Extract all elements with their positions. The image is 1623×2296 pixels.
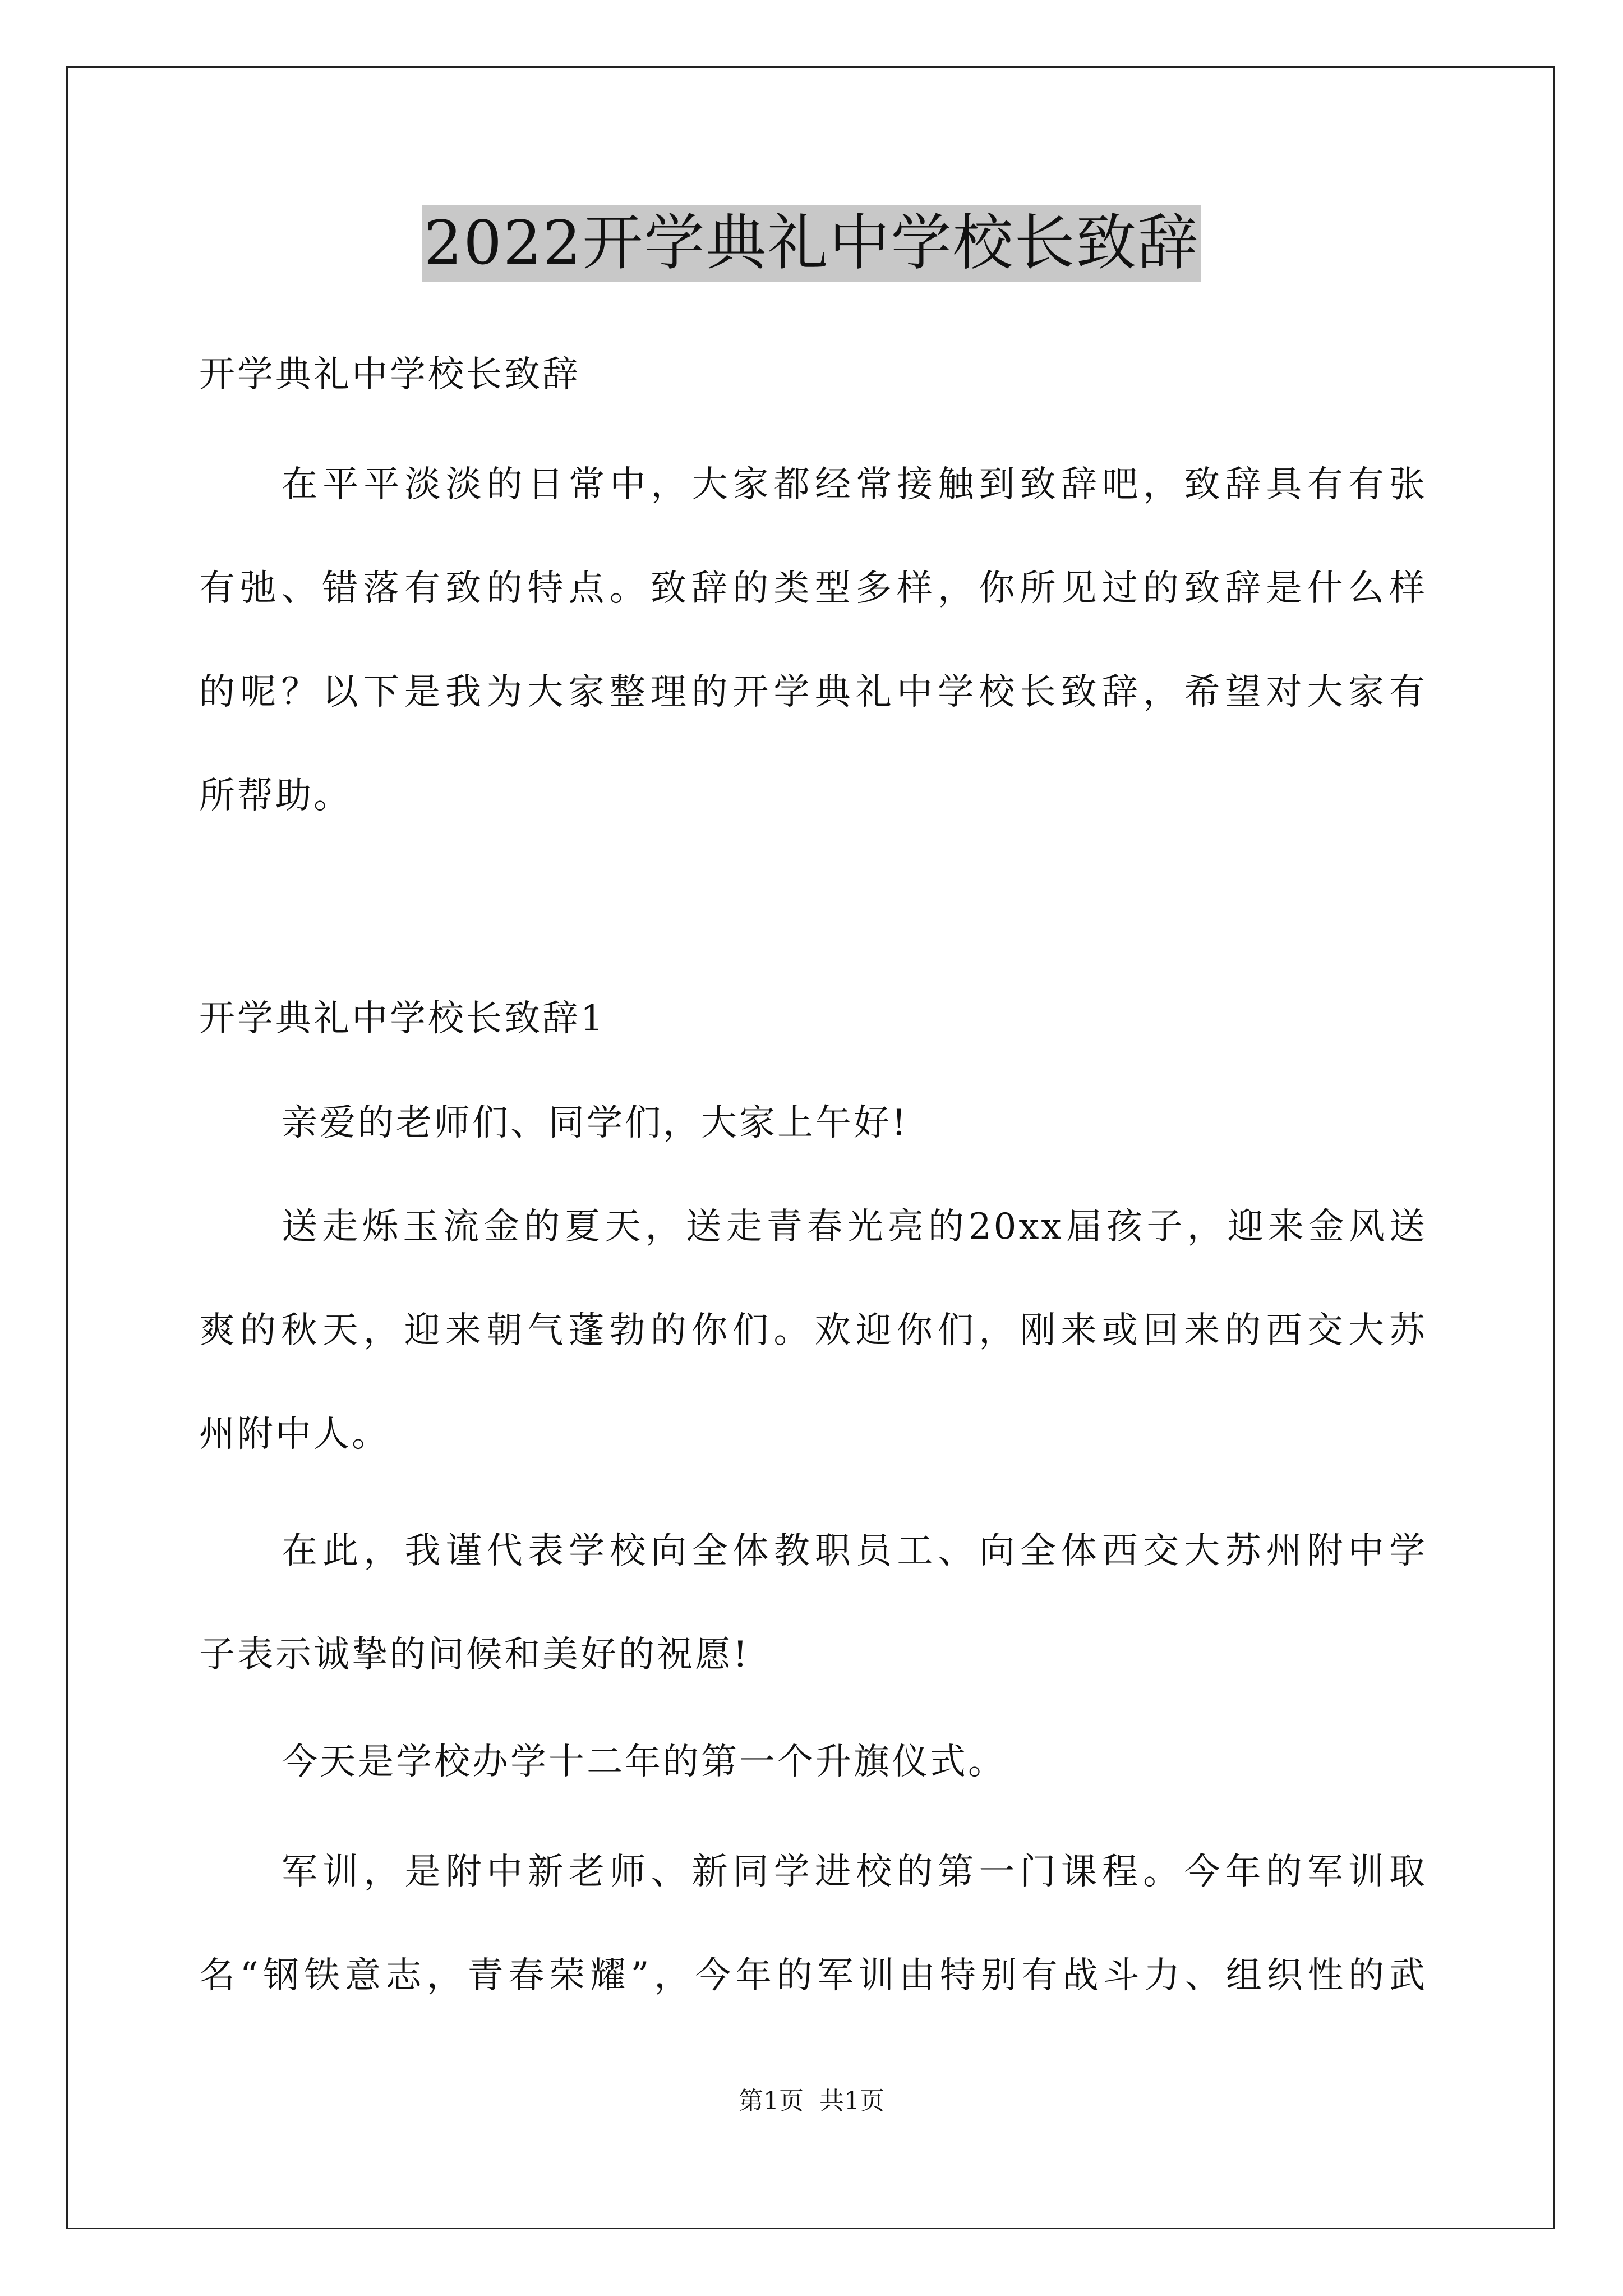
paragraph-line: 子表示诚挚的问候和美好的祝愿! bbox=[199, 1634, 750, 1676]
paragraph-line: 亲爱的老师们、同学们，大家上午好! bbox=[282, 1102, 909, 1144]
page-number: 第1页 bbox=[739, 2087, 804, 2115]
section-heading: 开学典礼中学校长致辞1 bbox=[199, 998, 606, 1039]
paragraph-line: 军训，是附中新老师、新同学进校的第一门课程。今年的军训取 bbox=[282, 1851, 1427, 1893]
paragraph-line: 有弛、错落有致的特点。致辞的类型多样，你所见过的致辞是什么样 bbox=[199, 568, 1427, 609]
paragraph-line: 所帮助。 bbox=[199, 775, 352, 817]
page-footer bbox=[0, 2086, 1623, 2117]
paragraph-line: 的呢？以下是我为大家整理的开学典礼中学校长致辞，希望对大家有 bbox=[199, 671, 1427, 713]
title-wrap bbox=[0, 205, 1623, 282]
paragraph-line: 今天是学校办学十二年的第一个升旗仪式。 bbox=[282, 1741, 1006, 1783]
section-heading: 开学典礼中学校长致辞 bbox=[199, 354, 580, 395]
paragraph-line: 名“钢铁意志，青春荣耀”，今年的军训由特别有战斗力、组织性的武 bbox=[199, 1955, 1427, 1996]
paragraph-line: 在平平淡淡的日常中，大家都经常接触到致辞吧，致辞具有有张 bbox=[282, 464, 1427, 505]
paragraph-line: 送走烁玉流金的夏天，送走青春光亮的20xx届孩子，迎来金风送 bbox=[282, 1206, 1427, 1248]
paragraph-line: 州附中人。 bbox=[199, 1414, 390, 1455]
paragraph-line: 爽的秋天，迎来朝气蓬勃的你们。欢迎你们，刚来或回来的西交大苏 bbox=[199, 1310, 1427, 1351]
paragraph-line: 在此，我谨代表学校向全体教职员工、向全体西交大苏州附中学 bbox=[282, 1530, 1427, 1572]
page-total: 共1页 bbox=[819, 2087, 884, 2115]
document-title: 2022开学典礼中学校长致辞 bbox=[422, 205, 1202, 282]
